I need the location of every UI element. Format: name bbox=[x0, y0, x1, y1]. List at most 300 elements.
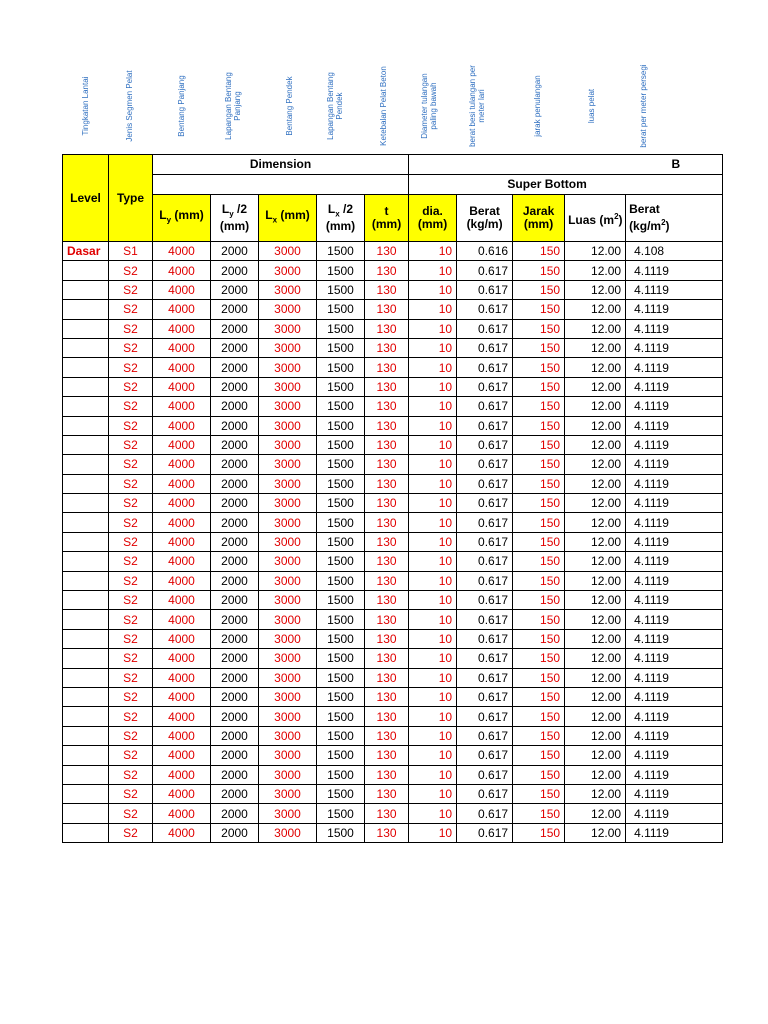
cell-berat: 0.617 bbox=[457, 474, 513, 493]
header-ly2: $L_y$ /2 (mm) bbox=[211, 195, 259, 242]
cell-t: 130 bbox=[365, 726, 409, 745]
cell-berat-m2: 4.1119 bbox=[626, 687, 723, 706]
table-row bbox=[63, 765, 723, 784]
cell-ly: 4000 bbox=[153, 358, 211, 377]
cell-luas: 12.00 bbox=[565, 455, 626, 474]
cell-t: 130 bbox=[365, 765, 409, 784]
cell-berat: 0.617 bbox=[457, 300, 513, 319]
cell-ly: 4000 bbox=[153, 455, 211, 474]
note-dia: Diameter tulangan paling bawah bbox=[420, 73, 438, 139]
cell-level bbox=[63, 300, 109, 319]
spreadsheet-area bbox=[62, 154, 681, 843]
header-dia: dia. (mm) bbox=[409, 195, 457, 242]
cell-t: 130 bbox=[365, 242, 409, 261]
cell-lx2: 1500 bbox=[317, 474, 365, 493]
cell-lx: 3000 bbox=[259, 532, 317, 551]
cell-lx2: 1500 bbox=[317, 377, 365, 396]
cell-level bbox=[63, 823, 109, 842]
cell-ly2: 2000 bbox=[211, 455, 259, 474]
cell-dia: 10 bbox=[409, 726, 457, 745]
table-row bbox=[63, 338, 723, 357]
cell-berat: 0.617 bbox=[457, 784, 513, 803]
cell-ly2: 2000 bbox=[211, 397, 259, 416]
table-row bbox=[63, 377, 723, 396]
cell-level bbox=[63, 358, 109, 377]
cell-berat: 0.616 bbox=[457, 242, 513, 261]
cell-jarak: 150 bbox=[513, 532, 565, 551]
cell-level: Dasar bbox=[63, 242, 109, 261]
table-row bbox=[63, 532, 723, 551]
cell-t: 130 bbox=[365, 784, 409, 803]
cell-t: 130 bbox=[365, 668, 409, 687]
note-berat: berat besi tulangan per meter lari bbox=[468, 65, 486, 147]
cell-luas: 12.00 bbox=[565, 668, 626, 687]
cell-lx2: 1500 bbox=[317, 358, 365, 377]
cell-luas: 12.00 bbox=[565, 571, 626, 590]
cell-level bbox=[63, 474, 109, 493]
cell-berat: 0.617 bbox=[457, 377, 513, 396]
cell-luas: 12.00 bbox=[565, 435, 626, 454]
cell-lx2: 1500 bbox=[317, 707, 365, 726]
cell-dia: 10 bbox=[409, 746, 457, 765]
cell-type: S2 bbox=[109, 513, 153, 532]
note-t: Ketebalan Pelat Beton bbox=[379, 66, 388, 146]
cell-ly2: 2000 bbox=[211, 532, 259, 551]
cell-dia: 10 bbox=[409, 397, 457, 416]
cell-berat-m2: 4.1119 bbox=[626, 358, 723, 377]
cell-dia: 10 bbox=[409, 494, 457, 513]
cell-dia: 10 bbox=[409, 629, 457, 648]
cell-jarak: 150 bbox=[513, 397, 565, 416]
cell-luas: 12.00 bbox=[565, 300, 626, 319]
cell-dia: 10 bbox=[409, 687, 457, 706]
cell-level bbox=[63, 687, 109, 706]
cell-type: S2 bbox=[109, 804, 153, 823]
cell-t: 130 bbox=[365, 552, 409, 571]
cell-lx2: 1500 bbox=[317, 455, 365, 474]
table-row bbox=[63, 707, 723, 726]
cell-dia: 10 bbox=[409, 532, 457, 551]
cell-t: 130 bbox=[365, 629, 409, 648]
cell-berat-m2: 4.1119 bbox=[626, 261, 723, 280]
cell-ly2: 2000 bbox=[211, 571, 259, 590]
cell-ly2: 2000 bbox=[211, 726, 259, 745]
table-row bbox=[63, 746, 723, 765]
cell-lx: 3000 bbox=[259, 242, 317, 261]
cell-level bbox=[63, 784, 109, 803]
cell-jarak: 150 bbox=[513, 629, 565, 648]
cell-lx: 3000 bbox=[259, 338, 317, 357]
cell-type: S2 bbox=[109, 726, 153, 745]
header-berat: Berat (kg/m) bbox=[457, 195, 513, 242]
note-luas: luas pelat bbox=[587, 88, 596, 124]
cell-ly2: 2000 bbox=[211, 591, 259, 610]
cell-type: S2 bbox=[109, 300, 153, 319]
cell-lx: 3000 bbox=[259, 319, 317, 338]
cell-t: 130 bbox=[365, 319, 409, 338]
cell-lx: 3000 bbox=[259, 377, 317, 396]
header-luas: Luas $(m^2)$ bbox=[565, 195, 626, 242]
cell-luas: 12.00 bbox=[565, 804, 626, 823]
cell-luas: 12.00 bbox=[565, 532, 626, 551]
cell-berat: 0.617 bbox=[457, 687, 513, 706]
cell-t: 130 bbox=[365, 435, 409, 454]
cell-t: 130 bbox=[365, 823, 409, 842]
cell-luas: 12.00 bbox=[565, 280, 626, 299]
cell-t: 130 bbox=[365, 707, 409, 726]
cell-t: 130 bbox=[365, 474, 409, 493]
table-row bbox=[63, 784, 723, 803]
cell-level bbox=[63, 416, 109, 435]
cell-level bbox=[63, 319, 109, 338]
header-group-b: B bbox=[409, 155, 723, 175]
table-row bbox=[63, 610, 723, 629]
cell-jarak: 150 bbox=[513, 455, 565, 474]
cell-type: S2 bbox=[109, 455, 153, 474]
cell-ly: 4000 bbox=[153, 668, 211, 687]
cell-lx2: 1500 bbox=[317, 629, 365, 648]
cell-berat-m2: 4.1119 bbox=[626, 338, 723, 357]
cell-jarak: 150 bbox=[513, 571, 565, 590]
cell-ly2: 2000 bbox=[211, 707, 259, 726]
cell-ly: 4000 bbox=[153, 746, 211, 765]
cell-luas: 12.00 bbox=[565, 726, 626, 745]
cell-lx: 3000 bbox=[259, 280, 317, 299]
cell-luas: 12.00 bbox=[565, 784, 626, 803]
cell-dia: 10 bbox=[409, 261, 457, 280]
cell-lx: 3000 bbox=[259, 552, 317, 571]
cell-t: 130 bbox=[365, 571, 409, 590]
cell-level bbox=[63, 494, 109, 513]
cell-level bbox=[63, 435, 109, 454]
cell-jarak: 150 bbox=[513, 784, 565, 803]
cell-type: S2 bbox=[109, 416, 153, 435]
cell-berat-m2: 4.1119 bbox=[626, 435, 723, 454]
cell-level bbox=[63, 726, 109, 745]
note-lx2: Lapangan Bentang Pendek bbox=[326, 72, 344, 140]
cell-ly: 4000 bbox=[153, 300, 211, 319]
cell-lx: 3000 bbox=[259, 494, 317, 513]
cell-jarak: 150 bbox=[513, 494, 565, 513]
cell-ly: 4000 bbox=[153, 397, 211, 416]
note-ly2: Lapangan Bentang Panjang bbox=[224, 72, 242, 140]
cell-jarak: 150 bbox=[513, 338, 565, 357]
header-level: Level bbox=[63, 155, 109, 242]
cell-luas: 12.00 bbox=[565, 338, 626, 357]
note-type: Jenis Segmen Pelat bbox=[125, 70, 134, 142]
cell-berat-m2: 4.1119 bbox=[626, 707, 723, 726]
cell-berat: 0.617 bbox=[457, 280, 513, 299]
cell-ly: 4000 bbox=[153, 784, 211, 803]
cell-type: S2 bbox=[109, 377, 153, 396]
cell-lx2: 1500 bbox=[317, 765, 365, 784]
cell-ly: 4000 bbox=[153, 280, 211, 299]
cell-berat-m2: 4.1119 bbox=[626, 726, 723, 745]
cell-ly: 4000 bbox=[153, 261, 211, 280]
header-dimension-spacer bbox=[153, 175, 409, 195]
cell-type: S2 bbox=[109, 552, 153, 571]
cell-type: S1 bbox=[109, 242, 153, 261]
cell-ly2: 2000 bbox=[211, 784, 259, 803]
cell-jarak: 150 bbox=[513, 726, 565, 745]
table-row bbox=[63, 319, 723, 338]
cell-berat-m2: 4.1119 bbox=[626, 784, 723, 803]
header-super-bottom: Super Bottom bbox=[409, 175, 723, 195]
cell-luas: 12.00 bbox=[565, 474, 626, 493]
header-ly: $L_y$ (mm) bbox=[153, 195, 211, 242]
cell-type: S2 bbox=[109, 571, 153, 590]
cell-type: S2 bbox=[109, 280, 153, 299]
cell-lx2: 1500 bbox=[317, 591, 365, 610]
cell-dia: 10 bbox=[409, 668, 457, 687]
cell-lx: 3000 bbox=[259, 571, 317, 590]
cell-berat: 0.617 bbox=[457, 629, 513, 648]
cell-lx2: 1500 bbox=[317, 687, 365, 706]
cell-berat: 0.617 bbox=[457, 649, 513, 668]
cell-level bbox=[63, 513, 109, 532]
table-row bbox=[63, 435, 723, 454]
cell-berat-m2: 4.1119 bbox=[626, 494, 723, 513]
cell-luas: 12.00 bbox=[565, 629, 626, 648]
cell-dia: 10 bbox=[409, 280, 457, 299]
cell-ly2: 2000 bbox=[211, 494, 259, 513]
cell-t: 130 bbox=[365, 804, 409, 823]
cell-luas: 12.00 bbox=[565, 707, 626, 726]
cell-type: S2 bbox=[109, 338, 153, 357]
cell-type: S2 bbox=[109, 707, 153, 726]
note-ly: Bentang Panjang bbox=[177, 75, 186, 137]
cell-lx: 3000 bbox=[259, 804, 317, 823]
cell-ly2: 2000 bbox=[211, 823, 259, 842]
cell-type: S2 bbox=[109, 532, 153, 551]
cell-type: S2 bbox=[109, 687, 153, 706]
cell-dia: 10 bbox=[409, 319, 457, 338]
cell-jarak: 150 bbox=[513, 610, 565, 629]
cell-lx: 3000 bbox=[259, 591, 317, 610]
cell-jarak: 150 bbox=[513, 513, 565, 532]
cell-lx2: 1500 bbox=[317, 823, 365, 842]
cell-t: 130 bbox=[365, 513, 409, 532]
cell-dia: 10 bbox=[409, 784, 457, 803]
cell-type: S2 bbox=[109, 591, 153, 610]
cell-type: S2 bbox=[109, 668, 153, 687]
header-jarak: Jarak (mm) bbox=[513, 195, 565, 242]
cell-t: 130 bbox=[365, 649, 409, 668]
cell-ly: 4000 bbox=[153, 726, 211, 745]
cell-level bbox=[63, 668, 109, 687]
cell-berat-m2: 4.1119 bbox=[626, 610, 723, 629]
cell-lx2: 1500 bbox=[317, 494, 365, 513]
cell-berat-m2: 4.1119 bbox=[626, 532, 723, 551]
cell-dia: 10 bbox=[409, 435, 457, 454]
cell-ly: 4000 bbox=[153, 377, 211, 396]
table-row bbox=[63, 823, 723, 842]
cell-lx2: 1500 bbox=[317, 416, 365, 435]
cell-t: 130 bbox=[365, 300, 409, 319]
cell-lx2: 1500 bbox=[317, 435, 365, 454]
cell-level bbox=[63, 552, 109, 571]
table-row bbox=[63, 300, 723, 319]
cell-dia: 10 bbox=[409, 474, 457, 493]
cell-luas: 12.00 bbox=[565, 823, 626, 842]
cell-berat: 0.617 bbox=[457, 610, 513, 629]
cell-berat-m2: 4.1119 bbox=[626, 300, 723, 319]
cell-jarak: 150 bbox=[513, 280, 565, 299]
cell-level bbox=[63, 532, 109, 551]
cell-ly: 4000 bbox=[153, 765, 211, 784]
cell-ly2: 2000 bbox=[211, 338, 259, 357]
cell-dia: 10 bbox=[409, 552, 457, 571]
cell-berat-m2: 4.1119 bbox=[626, 823, 723, 842]
cell-ly2: 2000 bbox=[211, 319, 259, 338]
cell-dia: 10 bbox=[409, 242, 457, 261]
cell-lx2: 1500 bbox=[317, 552, 365, 571]
cell-t: 130 bbox=[365, 416, 409, 435]
cell-lx2: 1500 bbox=[317, 397, 365, 416]
cell-t: 130 bbox=[365, 494, 409, 513]
cell-lx: 3000 bbox=[259, 397, 317, 416]
cell-ly2: 2000 bbox=[211, 687, 259, 706]
cell-berat-m2: 4.1119 bbox=[626, 552, 723, 571]
cell-luas: 12.00 bbox=[565, 377, 626, 396]
cell-berat: 0.617 bbox=[457, 668, 513, 687]
header-t: t (mm) bbox=[365, 195, 409, 242]
cell-type: S2 bbox=[109, 494, 153, 513]
cell-lx: 3000 bbox=[259, 435, 317, 454]
cell-dia: 10 bbox=[409, 513, 457, 532]
cell-jarak: 150 bbox=[513, 300, 565, 319]
note-level: Tingkatan Lantai bbox=[81, 76, 90, 136]
cell-luas: 12.00 bbox=[565, 746, 626, 765]
cell-berat-m2: 4.1119 bbox=[626, 668, 723, 687]
cell-luas: 12.00 bbox=[565, 687, 626, 706]
cell-ly: 4000 bbox=[153, 552, 211, 571]
cell-dia: 10 bbox=[409, 765, 457, 784]
cell-level bbox=[63, 765, 109, 784]
table-row bbox=[63, 804, 723, 823]
cell-ly2: 2000 bbox=[211, 474, 259, 493]
cell-berat: 0.617 bbox=[457, 338, 513, 357]
table-row bbox=[63, 455, 723, 474]
cell-t: 130 bbox=[365, 358, 409, 377]
cell-level bbox=[63, 591, 109, 610]
cell-berat: 0.617 bbox=[457, 319, 513, 338]
cell-ly2: 2000 bbox=[211, 610, 259, 629]
table-row bbox=[63, 416, 723, 435]
cell-ly: 4000 bbox=[153, 494, 211, 513]
table-row bbox=[63, 242, 723, 261]
cell-berat-m2: 4.1119 bbox=[626, 319, 723, 338]
cell-level bbox=[63, 261, 109, 280]
table-row bbox=[63, 552, 723, 571]
table-row bbox=[63, 494, 723, 513]
cell-type: S2 bbox=[109, 765, 153, 784]
cell-jarak: 150 bbox=[513, 649, 565, 668]
cell-type: S2 bbox=[109, 397, 153, 416]
cell-lx: 3000 bbox=[259, 416, 317, 435]
cell-ly: 4000 bbox=[153, 804, 211, 823]
cell-berat-m2: 4.1119 bbox=[626, 591, 723, 610]
cell-dia: 10 bbox=[409, 358, 457, 377]
cell-lx2: 1500 bbox=[317, 319, 365, 338]
cell-berat-m2: 4.1119 bbox=[626, 649, 723, 668]
cell-t: 130 bbox=[365, 455, 409, 474]
cell-ly: 4000 bbox=[153, 571, 211, 590]
cell-berat: 0.617 bbox=[457, 261, 513, 280]
cell-jarak: 150 bbox=[513, 765, 565, 784]
cell-ly: 4000 bbox=[153, 474, 211, 493]
cell-lx: 3000 bbox=[259, 746, 317, 765]
cell-luas: 12.00 bbox=[565, 242, 626, 261]
cell-berat: 0.617 bbox=[457, 765, 513, 784]
cell-berat-m2: 4.1119 bbox=[626, 746, 723, 765]
cell-lx2: 1500 bbox=[317, 513, 365, 532]
cell-ly2: 2000 bbox=[211, 649, 259, 668]
cell-ly2: 2000 bbox=[211, 377, 259, 396]
cell-dia: 10 bbox=[409, 707, 457, 726]
cell-ly2: 2000 bbox=[211, 552, 259, 571]
cell-lx2: 1500 bbox=[317, 784, 365, 803]
cell-berat: 0.617 bbox=[457, 532, 513, 551]
cell-t: 130 bbox=[365, 610, 409, 629]
cell-berat-m2: 4.1119 bbox=[626, 455, 723, 474]
cell-jarak: 150 bbox=[513, 823, 565, 842]
cell-luas: 12.00 bbox=[565, 397, 626, 416]
cell-dia: 10 bbox=[409, 571, 457, 590]
cell-type: S2 bbox=[109, 319, 153, 338]
cell-jarak: 150 bbox=[513, 552, 565, 571]
cell-ly: 4000 bbox=[153, 338, 211, 357]
cell-berat-m2: 4.108 bbox=[626, 242, 723, 261]
cell-berat-m2: 4.1119 bbox=[626, 280, 723, 299]
cell-jarak: 150 bbox=[513, 242, 565, 261]
cell-t: 130 bbox=[365, 261, 409, 280]
cell-dia: 10 bbox=[409, 338, 457, 357]
cell-lx: 3000 bbox=[259, 726, 317, 745]
cell-jarak: 150 bbox=[513, 416, 565, 435]
cell-lx2: 1500 bbox=[317, 668, 365, 687]
cell-berat-m2: 4.1119 bbox=[626, 474, 723, 493]
note-jarak: jarak penulangan bbox=[533, 75, 542, 137]
cell-ly2: 2000 bbox=[211, 668, 259, 687]
cell-ly2: 2000 bbox=[211, 242, 259, 261]
table-row bbox=[63, 474, 723, 493]
cell-jarak: 150 bbox=[513, 687, 565, 706]
cell-berat-m2: 4.1119 bbox=[626, 513, 723, 532]
cell-level bbox=[63, 707, 109, 726]
cell-berat: 0.617 bbox=[457, 804, 513, 823]
cell-berat: 0.617 bbox=[457, 397, 513, 416]
cell-jarak: 150 bbox=[513, 435, 565, 454]
cell-lx: 3000 bbox=[259, 707, 317, 726]
cell-level bbox=[63, 338, 109, 357]
cell-berat-m2: 4.1119 bbox=[626, 571, 723, 590]
cell-ly: 4000 bbox=[153, 610, 211, 629]
cell-berat: 0.617 bbox=[457, 571, 513, 590]
table-row bbox=[63, 261, 723, 280]
cell-t: 130 bbox=[365, 280, 409, 299]
cell-type: S2 bbox=[109, 474, 153, 493]
cell-berat: 0.617 bbox=[457, 823, 513, 842]
cell-lx: 3000 bbox=[259, 513, 317, 532]
cell-dia: 10 bbox=[409, 823, 457, 842]
table-row bbox=[63, 629, 723, 648]
cell-type: S2 bbox=[109, 261, 153, 280]
cell-lx2: 1500 bbox=[317, 804, 365, 823]
column-notes bbox=[62, 62, 682, 154]
table-row bbox=[63, 726, 723, 745]
table-row bbox=[63, 513, 723, 532]
